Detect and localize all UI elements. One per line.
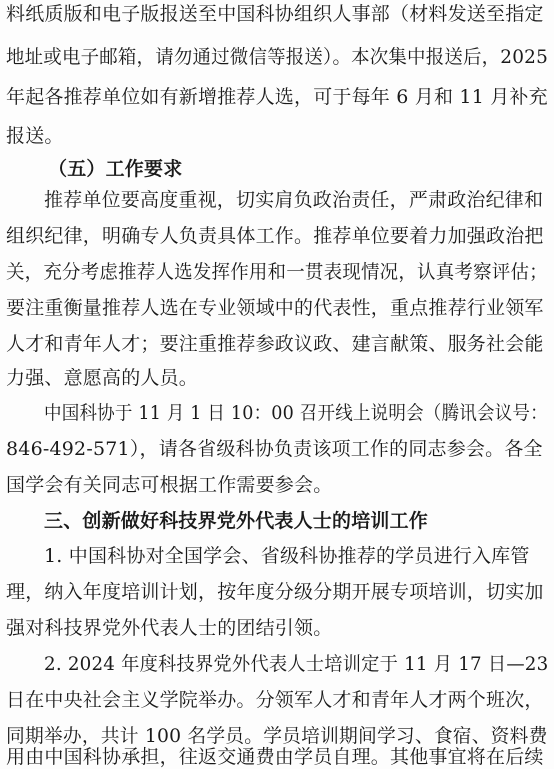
text-line-content: 强对科技界党外代表人士的团结引领。 bbox=[6, 617, 333, 639]
text-line bbox=[0, 366, 554, 390]
text-line bbox=[0, 296, 554, 320]
section-heading-text: （五）工作要求 bbox=[48, 158, 183, 180]
text-line-content: 地址或电子邮箱，请勿通过微信等报送）。本次集中报送后，2025 bbox=[6, 46, 549, 68]
text-line bbox=[0, 473, 554, 497]
text-line-content: 中国科协于 11 月 1 日 10：00 召开线上说明会（腾讯会议号： bbox=[44, 402, 548, 424]
section-heading-text: 三、创新做好科技界党外代表人士的培训工作 bbox=[44, 510, 429, 532]
text-line-content: 2. 2024 年度科技界党外代表人士培训定于 11 月 17 日—23 bbox=[44, 653, 549, 675]
text-line-content: 报送。 bbox=[6, 125, 64, 147]
text-line-content: 用由中国科协承担，往返交通费由学员自理。其他事宜将在后续 bbox=[6, 746, 544, 768]
text-line-content: 力强、意愿高的人员。 bbox=[6, 367, 199, 389]
text-line-content: 理，纳入年度培训计划，按年度分级分期开展专项培训，切实加 bbox=[6, 581, 544, 603]
text-line bbox=[0, 188, 554, 212]
text-line-content: 1. 中国科协对全国学会、省级科协推荐的学员进行入库管 bbox=[44, 545, 530, 567]
text-line-content: 要注重衡量推荐人选在专业领域中的代表性，重点推荐行业领军 bbox=[6, 297, 544, 319]
section-heading bbox=[0, 509, 554, 533]
text-line-content: 推荐单位要高度重视，切实肩负政治责任，严肃政治纪律和 bbox=[44, 189, 544, 211]
section-heading bbox=[0, 157, 554, 181]
text-line bbox=[0, 688, 554, 712]
text-line bbox=[0, 124, 554, 148]
text-line bbox=[0, 616, 554, 640]
text-line bbox=[0, 745, 554, 769]
text-line bbox=[0, 437, 554, 461]
text-line bbox=[0, 85, 554, 109]
text-line bbox=[0, 2, 554, 26]
text-line bbox=[0, 652, 554, 676]
text-line bbox=[0, 260, 554, 284]
text-line bbox=[0, 580, 554, 604]
text-line-content: 料纸质版和电子版报送至中国科协组织人事部（材料发送至指定 bbox=[6, 3, 544, 25]
text-line-content: 年起各推荐单位如有新增推荐人选，可于每年 6 月和 11 月补充 bbox=[6, 86, 548, 108]
text-line-content: 人才和青年人才；要注重推荐参政议政、建言献策、服务社会能 bbox=[6, 333, 544, 355]
text-line-content: 关，充分考虑推荐人选发挥作用和一贯表现情况，认真考察评估； bbox=[6, 261, 548, 283]
text-line-content: 组织纪律，明确专人负责具体工作。推荐单位要着力加强政治把 bbox=[6, 225, 544, 247]
text-line bbox=[0, 332, 554, 356]
text-line bbox=[0, 45, 554, 69]
text-line-content: 846-492-571），请各省级科协负责该项工作的同志参会。各全 bbox=[6, 438, 543, 460]
text-line-content: 日在中央社会主义学院举办。分领军人才和青年人才两个班次， bbox=[6, 689, 544, 711]
text-line-content: 同期举办，共计 100 名学员。学员培训期间学习、食宿、资料费 bbox=[6, 725, 548, 747]
text-line-content: 国学会有关同志可根据工作需要参会。 bbox=[6, 474, 333, 496]
text-line bbox=[0, 401, 554, 425]
text-line bbox=[0, 224, 554, 248]
text-line bbox=[0, 544, 554, 568]
